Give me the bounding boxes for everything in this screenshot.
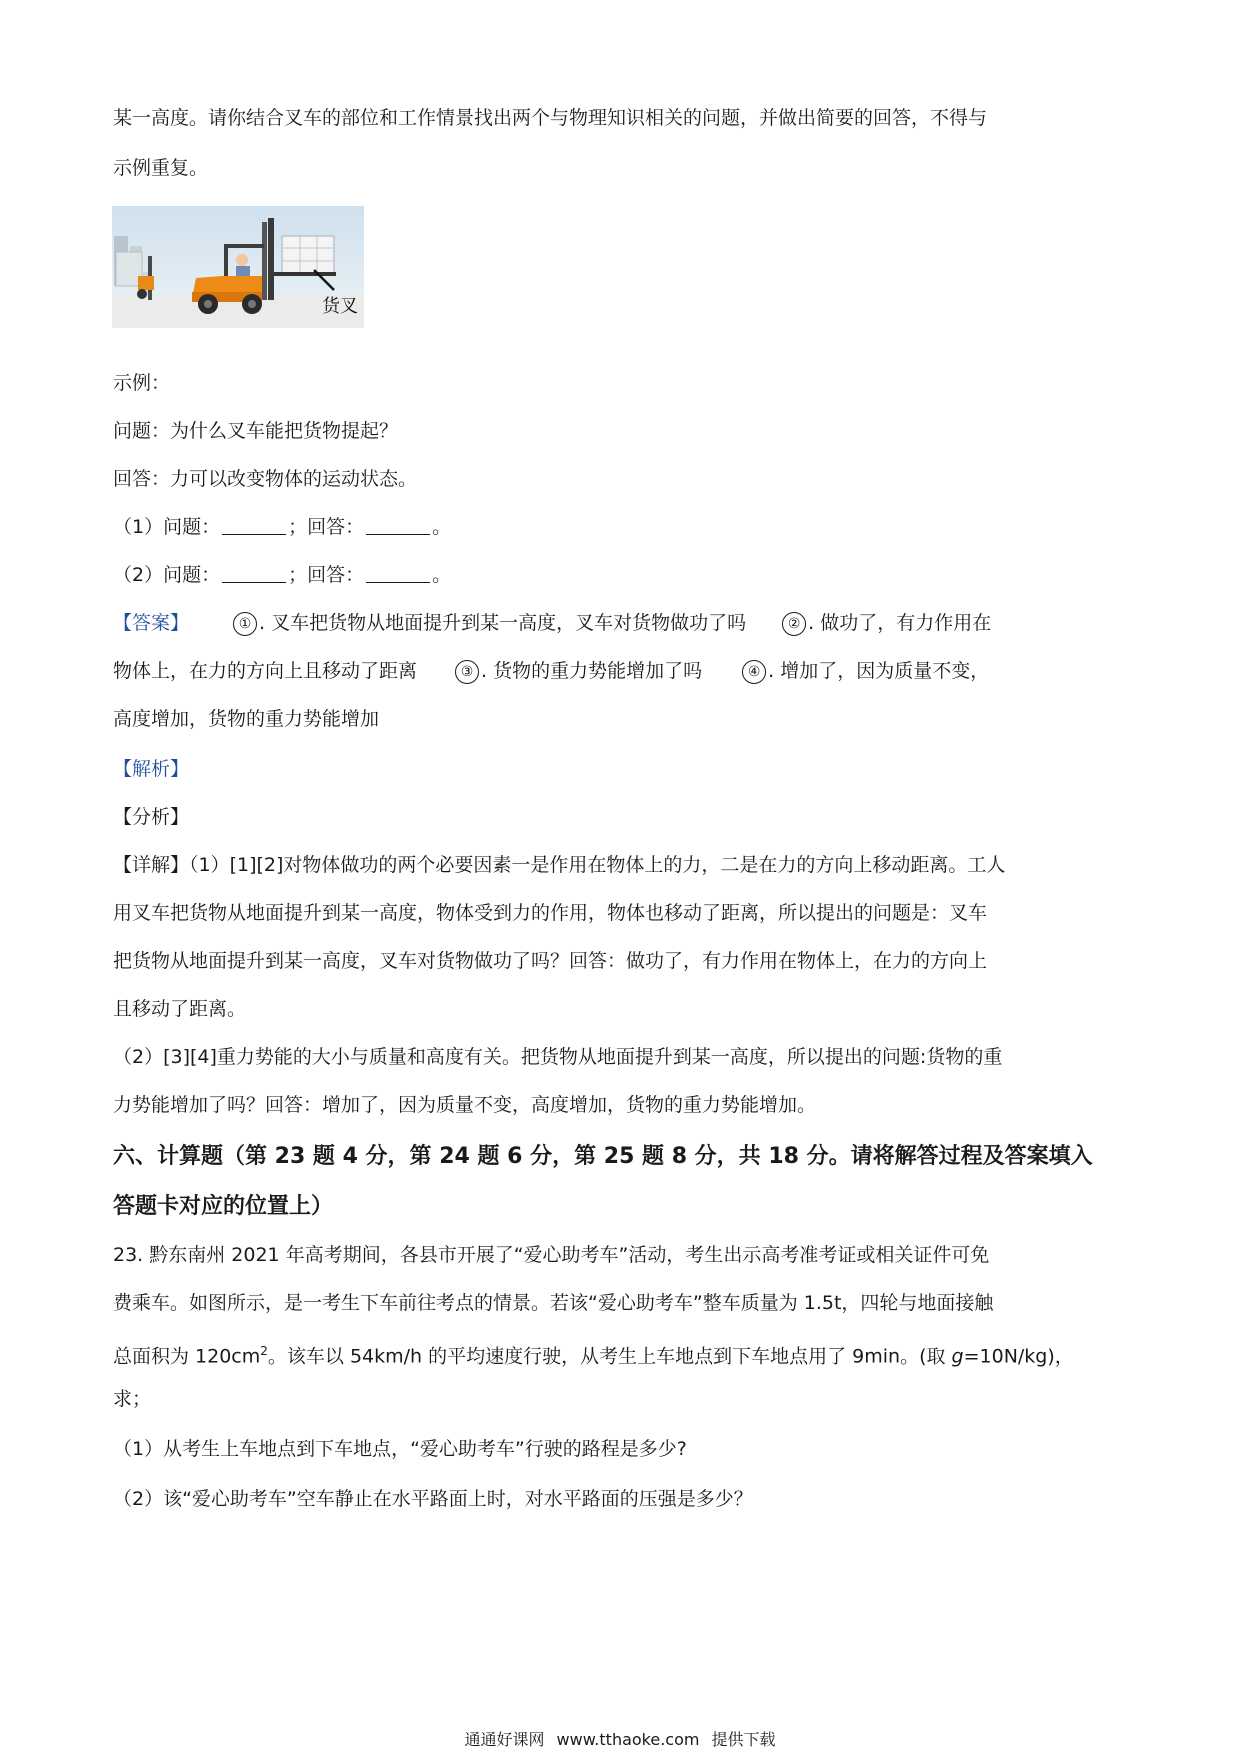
blank-end: 。: [432, 516, 452, 538]
forklift-figure: [112, 206, 364, 328]
answer-2b: 物体上，在力的方向上且移动了距离: [113, 660, 418, 682]
detail-line-2: 用叉车把货物从地面提升到某一高度，物体受到力的作用，物体也移动了距离，所以提出的问题是：叉车: [113, 902, 988, 924]
analysis-tag: 【解析】: [113, 758, 190, 780]
example-answer: 回答：力可以改变物体的运动状态。: [113, 468, 418, 490]
example-question: 问题：为什么叉车能把货物提起？: [113, 420, 399, 442]
answer-blank[interactable]: [222, 516, 286, 535]
answer-line-3: 高度增加，货物的重力势能增加: [113, 708, 380, 730]
answer-tag: 【答案】: [113, 612, 190, 634]
answer-blank[interactable]: [366, 516, 430, 535]
q23-part-2: （2）该“爱心助考车”空车静止在水平路面上时，对水平路面的压强是多少？: [113, 1488, 753, 1510]
marker-4: ④: [742, 660, 766, 684]
footer-site: 通通好课网: [464, 1730, 545, 1749]
q23-line-3: [113, 1338, 1074, 1369]
blank-line-1: [113, 514, 451, 540]
answer-blank[interactable]: [366, 564, 430, 583]
q23-line-1: 23. 黔东南州 2021 年高考期间，各县市开展了“爱心助考车”活动，考生出示高考准考证或相关证件可免: [113, 1244, 990, 1266]
forklift-illustration: [112, 206, 364, 328]
example-heading: 示例：: [113, 372, 171, 394]
detail-tag: 【详解】: [113, 854, 190, 876]
section-heading-line-2: 答题卡对应的位置上）: [113, 1194, 334, 1219]
intro-line-2: 示例重复。: [113, 157, 209, 179]
marker-2: ②: [782, 612, 806, 636]
blank-mid: ；回答：: [288, 516, 365, 538]
answer-line-1: [113, 610, 991, 636]
footer-note: 提供下载: [711, 1730, 776, 1749]
answer-blank[interactable]: [222, 564, 286, 583]
footer-url[interactable]: www.tthaoke.com: [556, 1730, 700, 1749]
analysis-sub: 【分析】: [113, 806, 190, 828]
marker-1: ①: [233, 612, 257, 636]
intro-line-1: 某一高度。请你结合叉车的部位和工作情景找出两个与物理知识相关的问题，并做出简要的回答，不得与: [113, 107, 988, 129]
detail-line-5: （2）[3][4]重力势能的大小与质量和高度有关。把货物从地面提升到某一高度，所以提出的问题:货物的重: [113, 1046, 1003, 1068]
page-footer: [0, 1727, 1240, 1750]
q23-sup: 2: [260, 1344, 268, 1358]
q23-g: g: [951, 1345, 964, 1368]
q23-line-4: 求；: [113, 1388, 152, 1410]
blank-line-2: [113, 562, 451, 588]
q23-text-c: =10N/kg)，: [963, 1345, 1074, 1368]
q23-text-a: 总面积为 120cm: [113, 1345, 261, 1368]
detail-line-4: 且移动了距离。: [113, 998, 247, 1020]
answer-4a: . 增加了，因为质量不变，: [768, 660, 990, 682]
answer-2a: . 做功了，有力作用在: [808, 612, 992, 634]
fork-label: 货叉: [322, 296, 358, 317]
detail-line-3: 把货物从地面提升到某一高度，叉车对货物做功了吗？回答：做功了，有力作用在物体上，在力的方向上: [113, 950, 988, 972]
detail-line-1: [113, 852, 1005, 878]
detail-text: （1）[1][2]对物体做功的两个必要因素一是作用在物体上的力，二是在力的方向上移动距离。工人: [189, 854, 1006, 876]
answer-3: . 货物的重力势能增加了吗: [481, 660, 703, 682]
q23-text-b: 。该车以 54km/h 的平均速度行驶，从考生上车地点到下车地点用了 9min。(取: [267, 1345, 952, 1368]
q23-part-1: （1）从考生上车地点到下车地点，“爱心助考车”行驶的路程是多少?: [113, 1438, 687, 1460]
answer-1: . 叉车把货物从地面提升到某一高度，叉车对货物做功了吗: [259, 612, 747, 634]
section-heading-line-1: 六、计算题（第 23 题 4 分，第 24 题 6 分，第 25 题 8 分，共 18 分。请将解答过程及答案填入: [113, 1144, 1093, 1169]
blank-mid: ；回答：: [288, 564, 365, 586]
answer-line-2: [113, 658, 989, 684]
detail-line-6: 力势能增加了吗？回答：增加了，因为质量不变，高度增加，货物的重力势能增加。: [113, 1094, 817, 1116]
blank-prefix: （2）问题：: [113, 564, 221, 586]
marker-3: ③: [455, 660, 479, 684]
blank-prefix: （1）问题：: [113, 516, 221, 538]
q23-line-2: 费乘车。如图所示，是一考生下车前往考点的情景。若该“爱心助考车”整车质量为 1.5t，四轮与地面接触: [113, 1292, 994, 1314]
blank-end: 。: [432, 564, 452, 586]
